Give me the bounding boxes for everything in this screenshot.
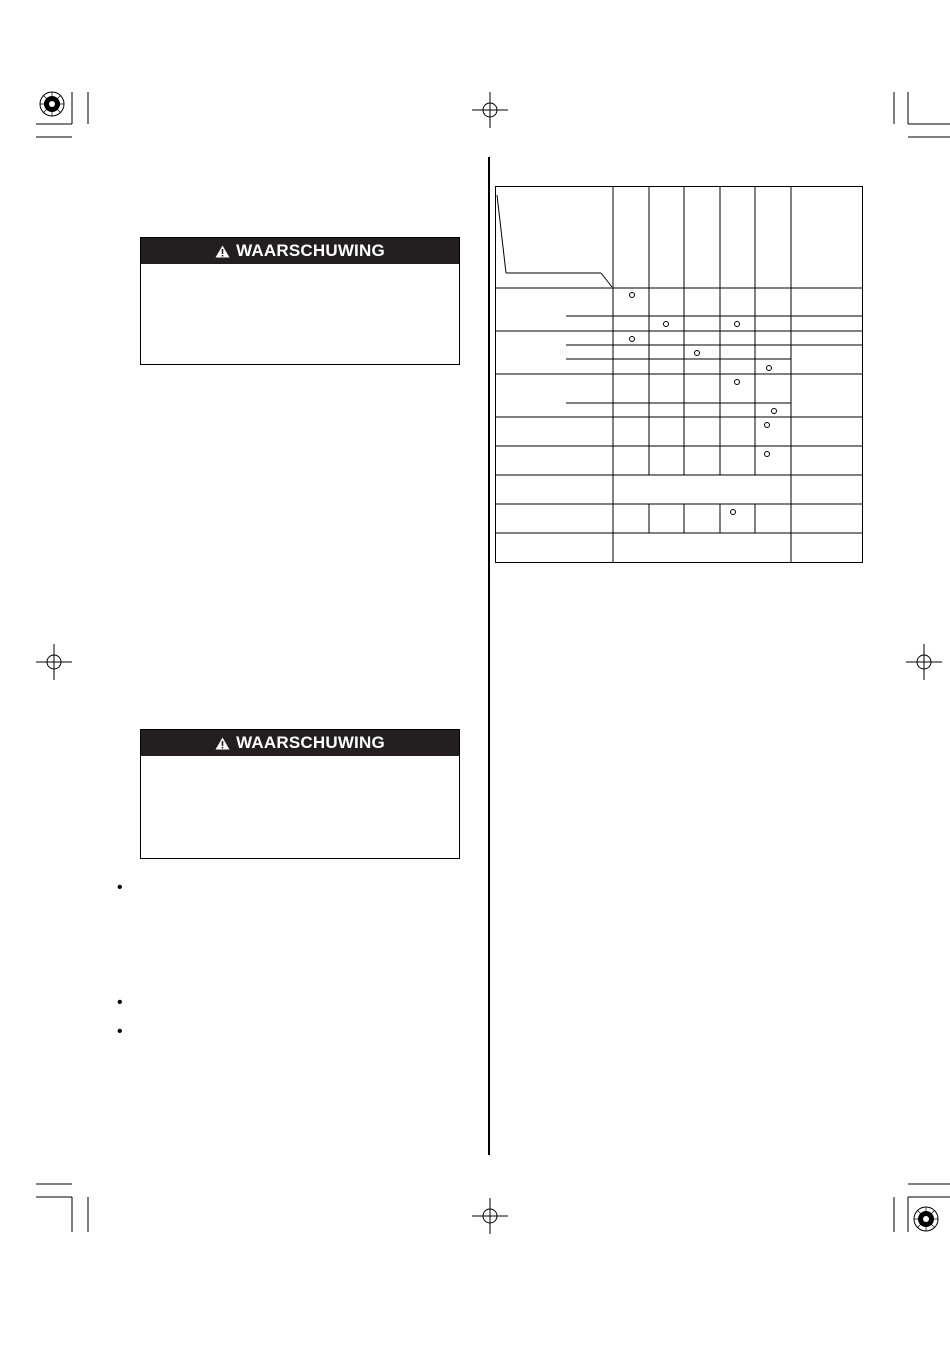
registration-target-icon <box>38 90 66 118</box>
crosshair-top-icon <box>472 92 508 128</box>
registration-target-icon <box>912 1205 940 1233</box>
column-divider <box>488 157 490 1155</box>
table-check-marker <box>629 336 635 342</box>
warning-box <box>140 237 460 365</box>
crop-marks-bottom-left <box>36 1180 96 1236</box>
table-check-marker <box>771 408 777 414</box>
warning-title: WAARSCHUWING <box>236 733 385 752</box>
table-check-marker <box>764 451 770 457</box>
crop-marks-top-right <box>888 88 950 140</box>
maintenance-table <box>494 185 864 565</box>
bullet-marker: • <box>117 994 123 1011</box>
crosshair-bottom-icon <box>472 1198 508 1234</box>
table-check-marker <box>629 292 635 298</box>
table-check-marker <box>734 321 740 327</box>
crosshair-left-icon <box>36 644 72 680</box>
bullet-marker: • <box>117 1023 123 1040</box>
bullet-marker: • <box>117 879 123 896</box>
warning-triangle-icon <box>215 737 230 750</box>
table-check-marker <box>764 422 770 428</box>
table-check-marker <box>694 350 700 356</box>
crosshair-right-icon <box>906 644 942 680</box>
warning-title: WAARSCHUWING <box>236 241 385 260</box>
table-check-marker <box>663 321 669 327</box>
warning-header <box>141 730 459 756</box>
warning-box <box>140 729 460 859</box>
table-check-marker <box>734 379 740 385</box>
table-check-marker <box>766 365 772 371</box>
warning-header <box>141 238 459 264</box>
warning-triangle-icon <box>215 245 230 258</box>
table-check-marker <box>730 509 736 515</box>
